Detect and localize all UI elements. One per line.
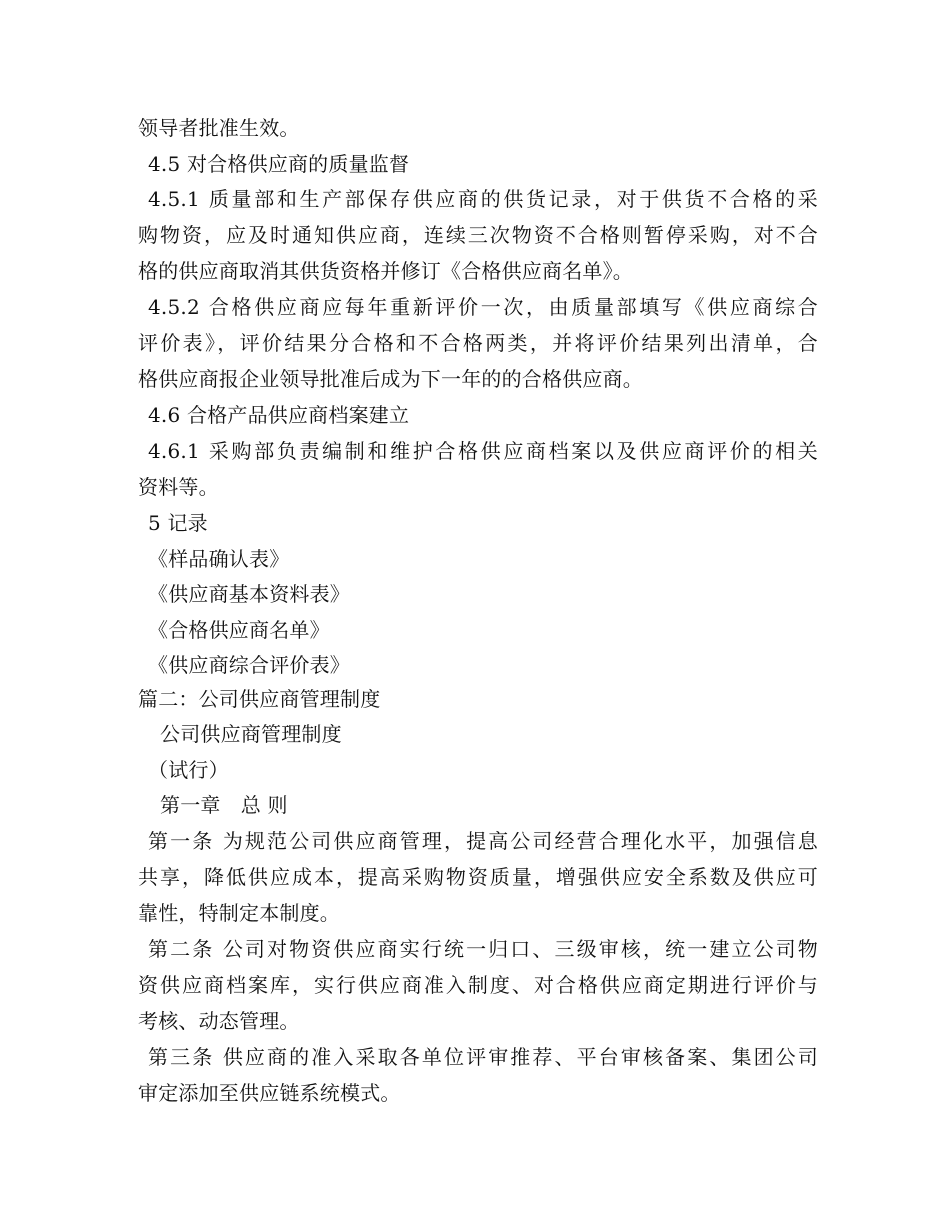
text-line: 格供应商报企业领导批准后成为下一年的的合格供应商。 <box>138 367 643 391</box>
text-line: 4.5.2 合格供应商应每年重新评价一次，由质量部填写《供应商综合 <box>148 295 818 319</box>
record-item: 《供应商基本资料表》 <box>148 582 350 606</box>
record-item: 《合格供应商名单》 <box>148 618 330 642</box>
record-item: 《样品确认表》 <box>148 547 290 571</box>
document-subtitle: （试行） <box>148 758 229 782</box>
text-line: 考核、动态管理。 <box>138 1009 300 1033</box>
text-line: 共享，降低供应成本，提高采购物资质量，增强供应安全系数及供应可 <box>138 865 818 889</box>
text-line: 领导者批准生效。 <box>138 116 300 140</box>
text-line: 4.5.1 质量部和生产部保存供应商的供货记录，对于供货不合格的采 <box>148 187 818 211</box>
article-line: 第三条 供应商的准入采取各单位评审推荐、平台审核备案、集团公司 <box>148 1045 818 1069</box>
part-heading: 篇二：公司供应商管理制度 <box>138 687 381 711</box>
article-line: 第一条 为规范公司供应商管理，提高公司经营合理化水平，加强信息 <box>148 829 818 853</box>
text-line: 靠性，特制定本制度。 <box>138 901 340 925</box>
article-line: 第二条 公司对物资供应商实行统一归口、三级审核，统一建立公司物 <box>148 937 818 961</box>
section-heading: 4.6 合格产品供应商档案建立 <box>148 403 410 427</box>
record-item: 《供应商综合评价表》 <box>148 653 350 677</box>
section-heading: 5 记录 <box>148 511 208 535</box>
text-line: 审定添加至供应链系统模式。 <box>138 1081 401 1105</box>
text-line: 资供应商档案库，实行供应商准入制度、对合格供应商定期进行评价与 <box>138 973 818 997</box>
section-heading: 4.5 对合格供应商的质量监督 <box>148 152 410 176</box>
chapter-heading: 第一章 总 则 <box>160 793 288 817</box>
text-line: 评价表》，评价结果分合格和不合格两类，并将评价结果列出清单，合 <box>138 331 818 355</box>
text-line: 购物资，应及时通知供应商，连续三次物资不合格则暂停采购，对不合 <box>138 223 818 247</box>
text-line: 格的供应商取消其供货资格并修订《合格供应商名单》。 <box>138 259 633 283</box>
text-line: 资料等。 <box>138 475 219 499</box>
document-title: 公司供应商管理制度 <box>160 722 342 746</box>
text-line: 4.6.1 采购部负责编制和维护合格供应商档案以及供应商评价的相关 <box>148 439 818 463</box>
